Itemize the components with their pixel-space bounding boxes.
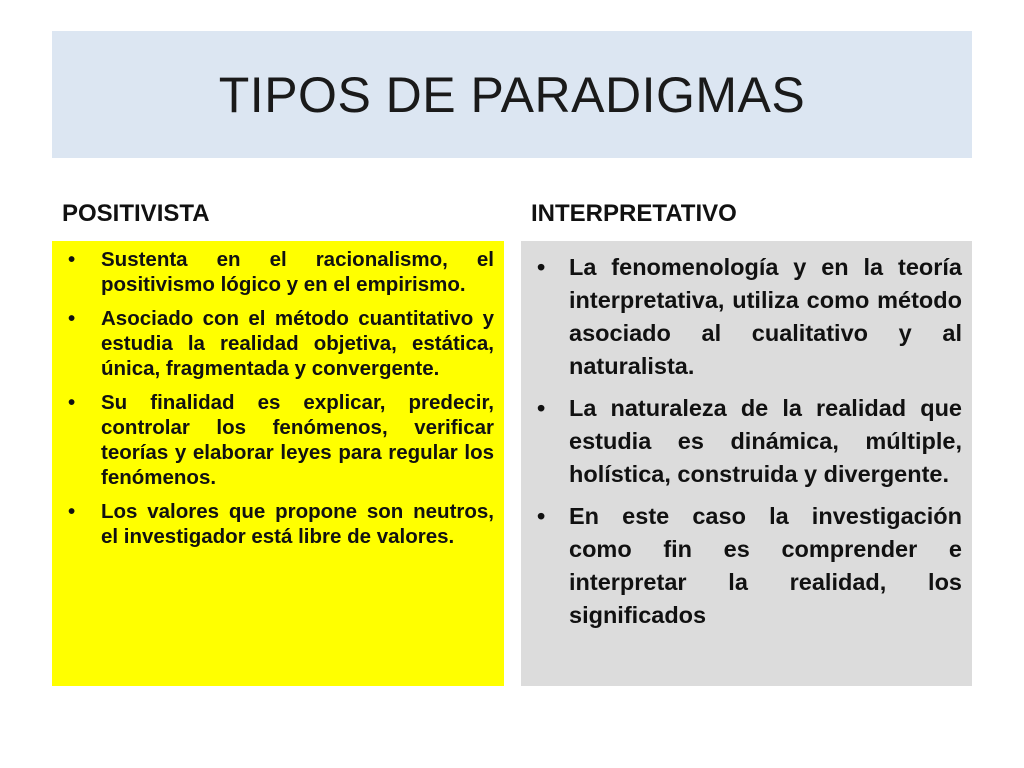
list-item: • Asociado con el método cuantitativo y estudia la realidad objetiva, estática, única, fragmentada y convergente. bbox=[68, 307, 494, 380]
list-item: • Su finalidad es explicar, predecir, controlar los fenómenos, verificar teorías y elaborar leyes para regular los fenómenos. bbox=[68, 391, 494, 489]
interpretativo-list bbox=[537, 251, 962, 632]
list-item: • Sustenta en el racionalismo, el positivismo lógico y en el empirismo. bbox=[68, 248, 494, 296]
bullet-icon: • bbox=[68, 391, 76, 414]
list-item: • La fenomenología y en la teoría interpretativa, utiliza como método asociado al cualitativo y al naturalista. bbox=[537, 251, 962, 383]
bullet-icon: • bbox=[68, 307, 76, 330]
bullet-icon: • bbox=[537, 395, 546, 421]
list-item: • Los valores que propone son neutros, el investigador está libre de valores. bbox=[68, 500, 494, 548]
bullet-icon: • bbox=[68, 500, 76, 523]
title-band bbox=[52, 31, 972, 158]
bullet-icon: • bbox=[68, 248, 76, 271]
heading-interpretativo: INTERPRETATIVO bbox=[531, 200, 737, 227]
positivista-panel bbox=[52, 241, 504, 686]
bullet-icon: • bbox=[537, 254, 546, 280]
interpretativo-panel bbox=[521, 241, 972, 686]
heading-positivista: POSITIVISTA bbox=[62, 200, 210, 227]
list-item: • La naturaleza de la realidad que estudia es dinámica, múltiple, holística, construida y divergente. bbox=[537, 392, 962, 491]
list-item: • En este caso la investigación como fin es comprender e interpretar la realidad, los significados bbox=[537, 500, 962, 632]
bullet-icon: • bbox=[537, 503, 546, 529]
positivista-list bbox=[68, 247, 494, 549]
slide-title: TIPOS DE PARADIGMAS bbox=[218, 66, 806, 123]
